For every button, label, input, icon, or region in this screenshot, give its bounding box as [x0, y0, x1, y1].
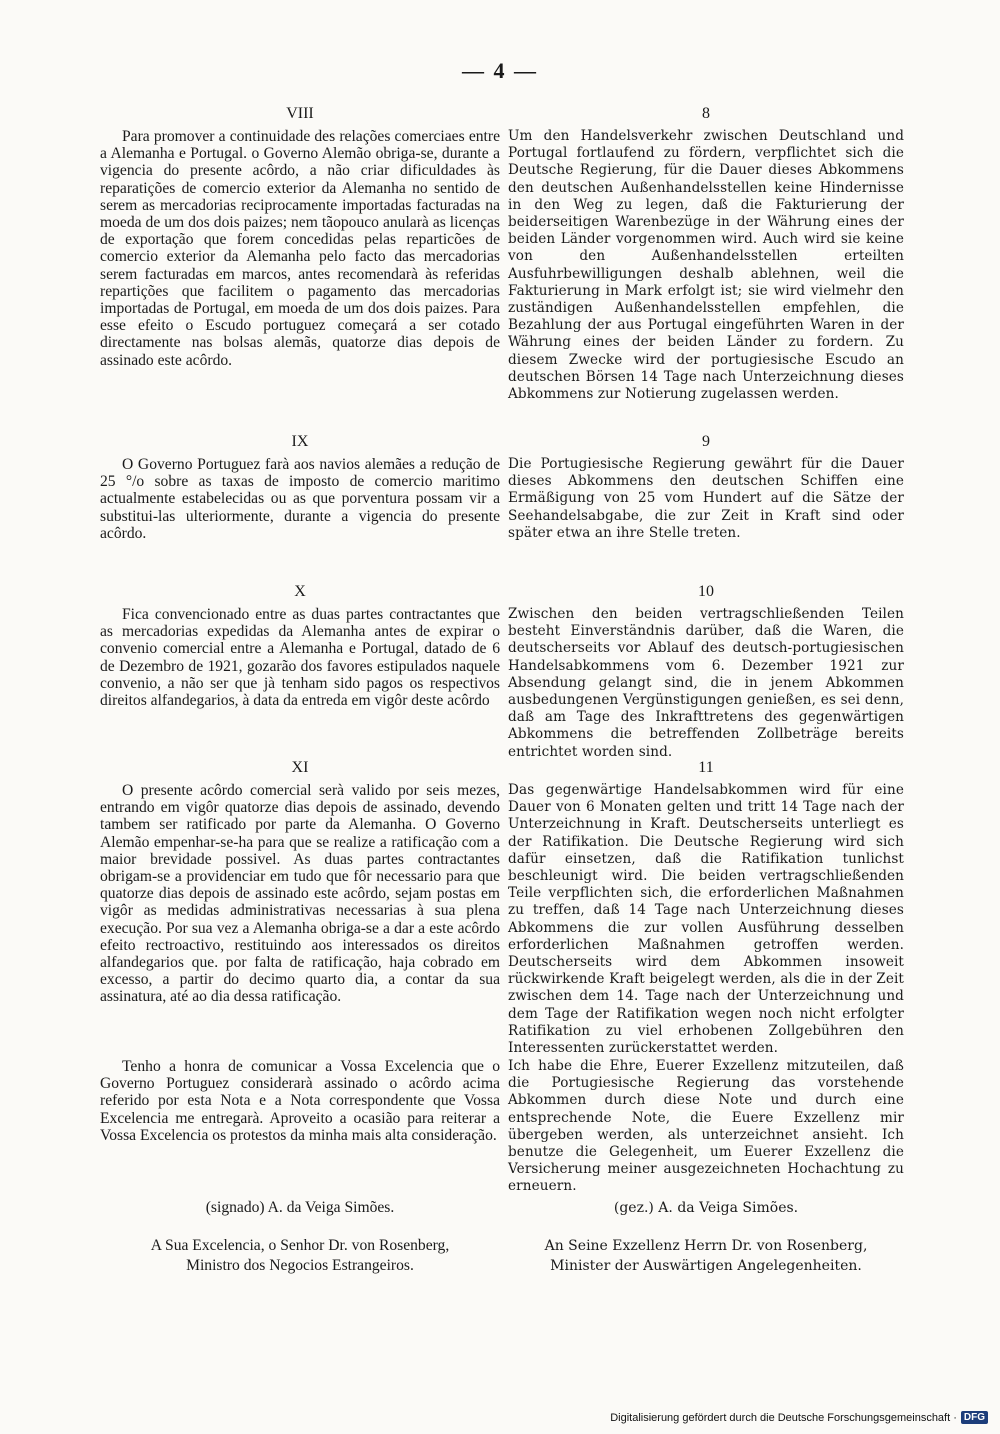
article-9 [508, 432, 904, 582]
article-text: Das gegenwärtige Handelsabkommen wird für eine Dauer von 6 Monaten gelten und tritt 14 Tage nach der Unterzeichnung in Kraft. Deutscherseits unterliegt es der Ratifikation. Die Deutsche Regierung wird sich dafür einsetzen, daß die Ratifikation tunlichst beschleunigt wird. Die beiden vertragschließenden Teile verpflichten sich, die erforderlichen Maßnahmen zu treffen, daß 14 Tage nach Unterzeichnung dieses Abkommens die zur vollen Ausführung desselben erforderlichen Maßnahmen getroffen werden. Deutscherseits wird dem Abkommen insoweit rückwirkende Kraft beigelegt werden, als die in der Zeit zwischen dem 14. Tage nach der Unterzeichnung und dem Tage der Ratifikation wegen noch nicht erfolgter Ratifikation zu viel erhobenen Zollgebühren den Interessenten zurückerstattet werden. [508, 782, 904, 1057]
addressee-line-1: An Seine Exzellenz Herrn Dr. von Rosenberg, [544, 1238, 868, 1254]
page-number: — 4 — [462, 58, 538, 83]
article-heading: 10 [698, 583, 714, 600]
article-10 [508, 582, 904, 758]
digitization-footer [610, 1411, 988, 1424]
article-x [100, 582, 500, 758]
article-text: O Governo Portuguez farà aos navios alemães a redução de 25 °/o sobre as taxas de imposto de comercio maritimo actualmente estabelecidas ou as que porventura possam vir a substitui-las ulteriormente, durante a vigencia do presente acôrdo. [100, 456, 500, 542]
footer-text: Digitalisierung gefördert durch die Deutsche Forschungsgemeinschaft · [610, 1411, 957, 1424]
addressee-line-2: Ministro dos Negocios Estrangeiros. [186, 1257, 414, 1274]
addressee-line-1: A Sua Excelencia, o Senhor Dr. von Rosenberg, [150, 1237, 450, 1254]
article-heading: 8 [702, 105, 710, 122]
article-8 [508, 104, 904, 432]
article-ix [100, 432, 500, 582]
article-heading: 11 [698, 759, 714, 776]
closing-text: Tenho a honra de comunicar a Vossa Excelencia que o Governo Portuguez considerarà assinado o acôrdo acima referido por esta Nota e a Nota correspondente que Vossa Excelencia me entregarà. Aproveito a ocasião para reiterar a Vossa Excelencia os protestos da minha mais alta consideração. [100, 1058, 500, 1144]
article-text: Die Portugiesische Regierung gewährt für die Dauer dieses Abkommens den deutschen Schiffen eine Ermäßigung von 25 vom Hundert auf die Sätze der Seehandelsabgabe, die zur Zeit in Kraft sind oder später etwa an ihre Stelle treten. [508, 456, 904, 541]
article-text: Fica convencionado entre as duas partes contractantes que as mercadorias expedidas da Alemanha antes de expirar o convenio comercial entre a Alemanha e Portugal, datado de 6 de Dezembro de 1921, gozarão dos favores estipulados naquele convenio, a não ser que jà tenham sido pagos os respectivos direitos alfandegarios, à data da entreda em vigôr deste acôrdo [100, 606, 500, 710]
signature: (gez.) A. da Veiga Simões. [613, 1200, 799, 1216]
addressee-line-2: Minister der Auswärtigen Angelegenheiten. [550, 1258, 862, 1274]
closing-text: Ich habe die Ehre, Euerer Exzellenz mitzuteilen, daß die Portugiesische Regierung das vorstehende Abkommen durch diese Note und durch eine entsprechende Note, die Euere Exzellenz mir übergeben werden, als unterzeichnet ansieht. Ich benutze die Gelegenheit, um Euerer Exzellenz die Versicherung meiner ausgezeichneten Hochachtung zu erneuern. [508, 1058, 904, 1195]
german-column [508, 104, 904, 1276]
article-xi [100, 758, 500, 1058]
article-11 [508, 758, 904, 1058]
closing-paragraph [100, 1058, 500, 1198]
article-heading: 9 [702, 433, 710, 450]
article-heading: X [294, 583, 306, 600]
portuguese-column [100, 104, 500, 1276]
article-heading: IX [291, 433, 309, 450]
closing-paragraph [508, 1058, 904, 1198]
article-text: Um den Handelsverkehr zwischen Deutschland und Portugal fortlaufend zu fördern, verpflichtet sich die Deutsche Regierung, für die Dauer dieses Abkommens den deutschen Außenhandelsstellen keine Hindernisse in den Weg zu legen, daß die Fakturierung der beiderseitigen Warenbezüge in der Währung eines der beiden Länder vorgenommen wird. Auch wird sie keine von den Außenhandelsstellen erteilten Ausfuhrbewilligungen deshalb ablehnen, weil die Fakturierung in Mark erfolgt ist; sie wird vielmehr den zuständigen Außenhandelsstellen empfehlen, die Bezahlung der aus Portugal eingeführten Waren in der Währung eines der beiden Länder zu fordern. Zu diesem Zwecke wird der portugiesische Escudo an deutschen Börsen 14 Tage nach Unterzeichnung dieses Abkommens zur Notierung zugelassen werden. [508, 128, 904, 403]
dfg-logo-icon: DFG [961, 1411, 988, 1424]
signature: (signado) A. da Veiga Simões. [205, 1199, 395, 1216]
article-text: Para promover a continuidade des relações comerciaes entre a Alemanha e Portugal. o Governo Alemão obriga-se, durante a vigencia do presente acôrdo, a não criar dificuldades às reparatições de comercio exterior da Alemanha no sentido de serem as mercadorias reciprocamente importadas facturadas na moeda de um dos dois paizes; nem tãopouco anularà as licenças de exportação que forem concedidas pelas reparticões de comercio exterior da Alemanha pelo facto das mercadorias serem facturadas em marcos, antes recomendarà às referidas repartições que facilitem o pagamento das mercadorias importadas de Portugal, em moeda de um dos dois paizes. Para esse efeito o Escudo portuguez começará a ser cotado directamente nas bolsas alemãs, quatorze dias depois de assinado este acôrdo. [100, 128, 500, 369]
article-heading: VIII [286, 105, 314, 122]
article-text: Zwischen den beiden vertragschließenden Teilen besteht Einverständnis darüber, daß die Waren, die deutscherseits vor Ablauf des deutsch-portugiesischen Handelsabkommens vom 6. Dezember 1921 zur Absendung gelangt sind, die in jenem Abkommen ausbedungenen Vergünstigungen genießen, es sei denn, daß am Tage des Inkrafttretens des gegenwärtigen Abkommens die betreffenden Zollbeträge bereits entrichtet worden sind. [508, 606, 904, 760]
article-heading: XI [291, 759, 309, 776]
article-viii [100, 104, 500, 432]
article-text: O presente acôrdo comercial serà valido por seis mezes, entrando em vigôr quatorze dias depois de assinado, devendo tambem ser ratificado por parte da Alemanha. O Governo Alemão empenhar-se-ha para que se realize a ratificação com a maior brevidade possivel. As duas partes contractantes obrigam-se a providenciar em tudo que fôr necessario para que quatorze dias depois de assinado este acôrdo, sejam postas em vigôr as medidas administrativas necessarias à sua plena execução. Por sua vez a Alemanha obriga-se a dar a este acôrdo efeito rectroactivo, restituindo aos interessados os direitos alfandegarios que. por falta de ratificação, haja cobrado em excesso, a partir do decimo quarto dia, a contar da sua assinatura, até ao dia dessa ratificação. [100, 782, 500, 1006]
